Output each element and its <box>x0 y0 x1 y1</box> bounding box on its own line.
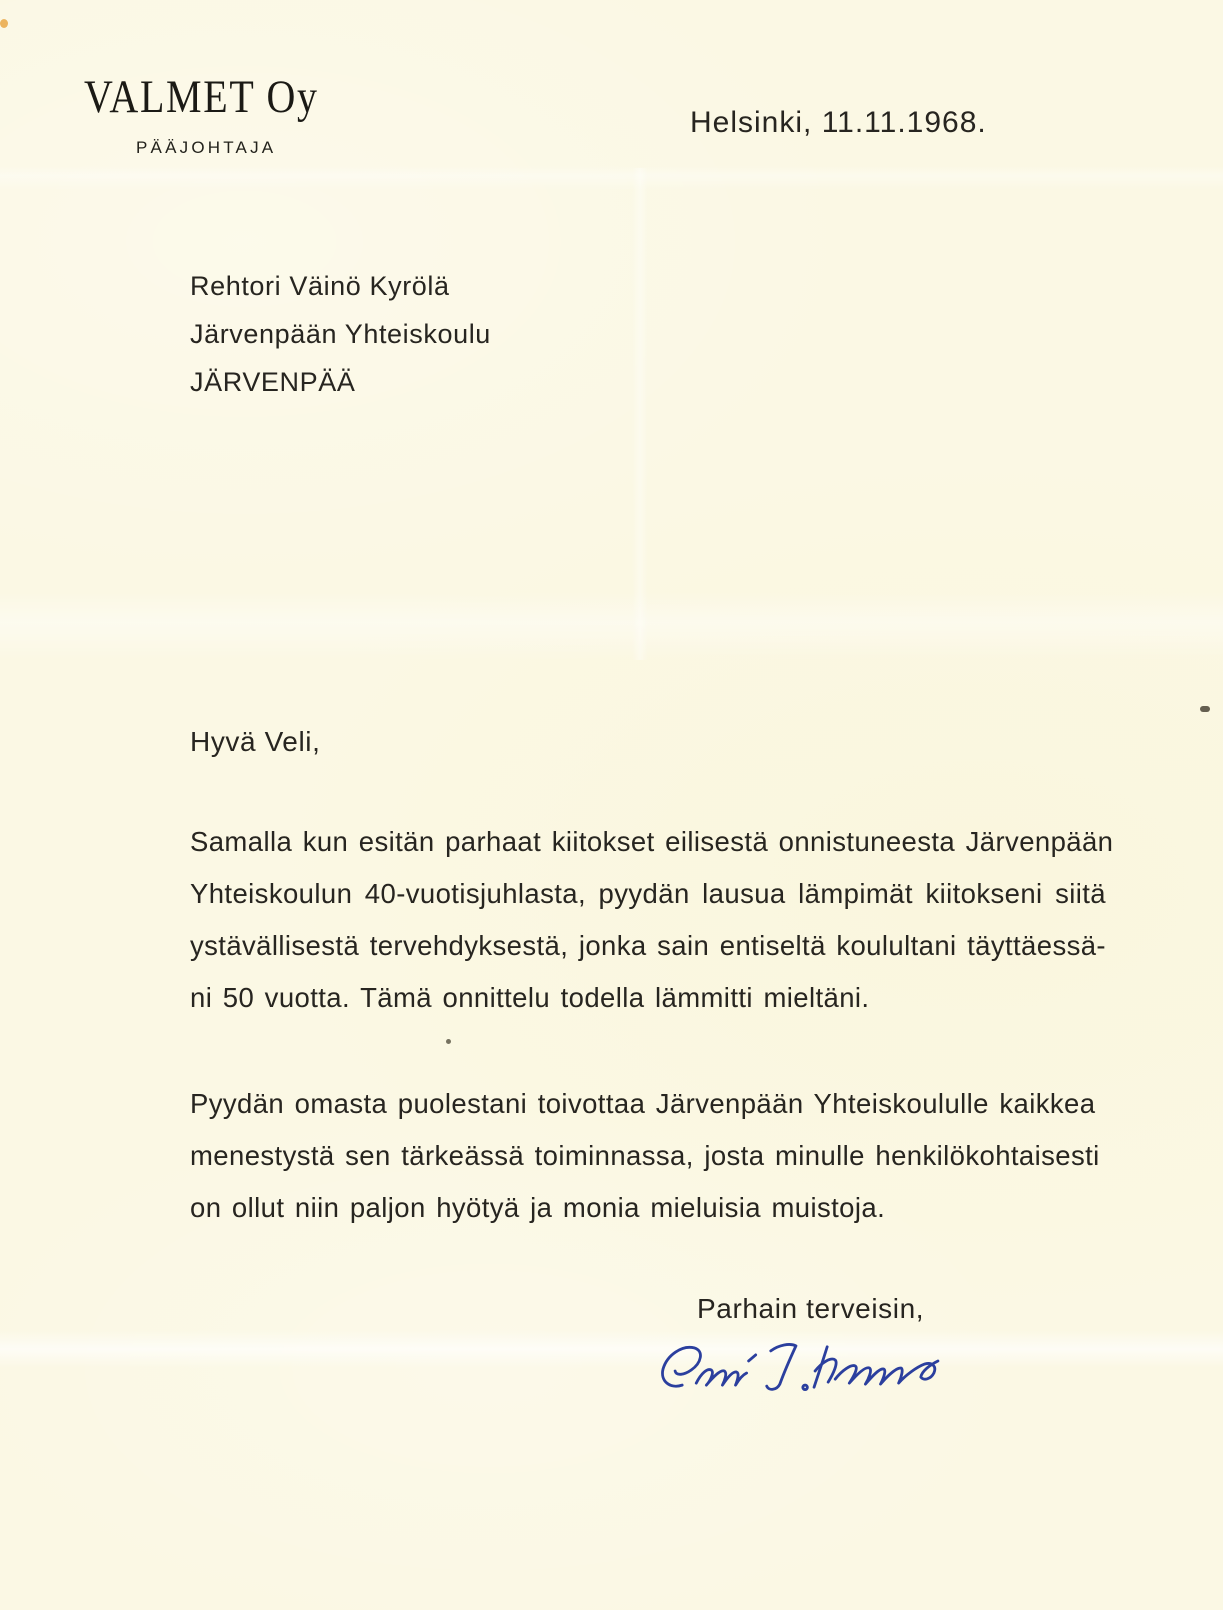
body-line: Yhteiskoulun 40-vuotisjuhlasta, pyydän lausua lämpimät kiitokseni siitä <box>190 878 1106 909</box>
scan-streak <box>632 168 648 660</box>
scan-speck <box>446 1039 451 1044</box>
body-line: menestystä sen tärkeässä toiminnassa, josta minulle henkilökohtaisesti <box>190 1140 1100 1171</box>
signature <box>658 1334 950 1400</box>
body-line: Pyydän omasta puolestani toivottaa Järvenpään Yhteiskoululle kaikkea <box>190 1088 1096 1119</box>
body-paragraph-2 <box>190 1078 1100 1234</box>
scan-tone-band <box>0 1330 1223 1368</box>
scan-speck <box>1200 706 1210 712</box>
body-line: ystävällisestä tervehdyksestä, jonka sain entiseltä koulultani täyttäessä- <box>190 930 1106 961</box>
recipient-name: Rehtori Väinö Kyrölä <box>190 271 450 301</box>
company-name: VALMET Oy <box>84 71 319 123</box>
recipient-block <box>190 262 491 406</box>
salutation: Hyvä Veli, <box>190 726 321 757</box>
scan-speck <box>0 19 8 28</box>
closing-phrase: Parhain terveisin, <box>697 1293 925 1324</box>
recipient-city: JÄRVENPÄÄ <box>190 367 356 397</box>
body-line: ni 50 vuotta. Tämä onnittelu todella lämmitti mieltäni. <box>190 982 870 1013</box>
body-paragraph-1 <box>190 816 1114 1024</box>
recipient-school: Järvenpään Yhteiskoulu <box>190 319 491 349</box>
body-line: on ollut niin paljon hyötyä ja monia mieluisia muistoja. <box>190 1192 886 1223</box>
scan-tone-band <box>0 592 1223 660</box>
scan-tone-band <box>0 166 1223 190</box>
company-role-title: PÄÄJOHTAJA <box>136 138 277 157</box>
dateline: Helsinki, 11.11.1968. <box>690 106 987 139</box>
body-line: Samalla kun esitän parhaat kiitokset eilisestä onnistuneesta Järvenpään <box>190 826 1114 857</box>
